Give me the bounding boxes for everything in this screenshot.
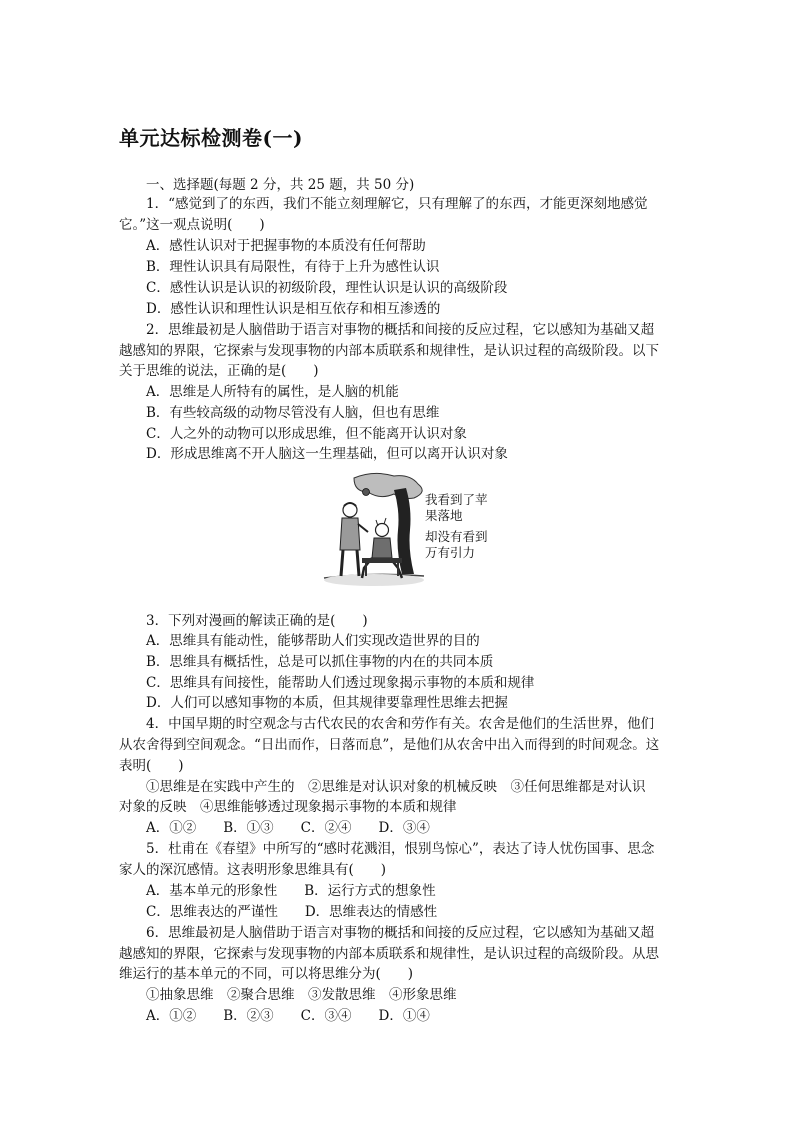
q6-choices: A．①② B．②③ C．③④ D．①④ [146,1008,430,1024]
q3-option-d: D．人们可以感知事物的本质，但其规律要靠理性思维去把握 [146,695,508,711]
cartoon-caption-line-2: 果落地 [425,508,463,523]
page-title: 单元达标检测卷(一) [119,126,303,150]
q1-option-d: D．感性认识和理性认识是相互依存和相互渗透的 [146,301,441,317]
q1-option-c: C．感性认识是认识的初级阶段，理性认识是认识的高级阶段 [146,280,508,296]
q4-stem-line-3: 表明( ) [119,758,184,774]
q5-stem-line-1: 5．杜甫在《春望》中所写的“感时花溅泪，恨别鸟惊心”，表达了诗人忧伤国事、思念 [146,841,655,857]
q4-statements-line-2: 对象的反映 ④思维能够透过现象揭示事物的本质和规律 [119,799,457,815]
q2-option-b: B．有些较高级的动物尽管没有人脑，但也有思维 [146,405,440,421]
q3-option-b: B．思维具有概括性，总是可以抓住事物的内在的共同本质 [146,654,494,670]
cartoon-caption-line-1: 我看到了苹 [425,492,488,507]
section-heading: 一、选择题(每题 2 分，共 25 题，共 50 分) [146,177,415,193]
q2-option-c: C．人之外的动物可以形成思维，但不能离开认识对象 [146,426,467,442]
q2-stem-line-2: 越感知的界限，它探索与发现事物的内部本质联系和规律性，是认识过程的高级阶段。以下 [119,343,659,359]
cartoon-caption-line-3: 却没有看到 [425,529,488,544]
q4-statements-line-1: ①思维是在实践中产生的 ②思维是对认识对象的机械反映 ③任何思维都是对认识 [146,779,646,795]
q4-choices: A．①② B．①③ C．②④ D．③④ [146,820,430,836]
q6-stem-line-1: 6．思维最初是人脑借助于语言对事物的概括和间接的反应过程，它以感知为基础又超 [146,925,655,941]
q3-stem: 3．下列对漫画的解读正确的是( ) [146,613,368,629]
cartoon-illustration [314,470,526,590]
q5-options-cd: C．思维表达的严谨性 D．思维表达的情感性 [146,904,438,920]
q2-stem-line-1: 2．思维最初是人脑借助于语言对事物的概括和间接的反应过程，它以感知为基础又超 [146,322,655,338]
q5-options-ab: A．基本单元的形象性 B．运行方式的想象性 [146,883,436,899]
q1-option-a: A．感性认识对于把握事物的本质没有任何帮助 [146,238,426,254]
q6-stem-line-2: 越感知的界限，它探索与发现事物的内部本质联系和规律性，是认识过程的高级阶段。从思 [119,946,659,962]
q4-stem-line-1: 4．中国早期的时空观念与古代农民的农舍和劳作有关。农舍是他们的生活世界，他们 [146,716,655,732]
q1-option-b: B．理性认识具有局限性，有待于上升为感性认识 [146,259,440,275]
q3-option-a: A．思维具有能动性，能够帮助人们实现改造世界的目的 [146,633,480,649]
q2-stem-line-3: 关于思维的说法，正确的是( ) [119,363,319,379]
q2-option-a: A．思维是人所特有的属性，是人脑的机能 [146,384,399,400]
q5-stem-line-2: 家人的深沉感情。这表明形象思维具有( ) [119,862,387,878]
q4-stem-line-2: 从农舍得到空间观念。“日出而作，日落而息”，是他们从农舍中出入而得到的时间观念。这 [119,737,660,753]
cartoon-caption-line-4: 万有引力 [425,545,476,560]
q1-stem-line-2: 它。”这一观点说明( ) [119,217,265,233]
q1-stem-line-1: 1．“感觉到了的东西，我们不能立刻理解它，只有理解了的东西，才能更深刻地感觉 [146,196,648,212]
q6-statements: ①抽象思维 ②聚合思维 ③发散思维 ④形象思维 [146,987,457,1003]
q6-stem-line-3: 维运行的基本单元的不同，可以将思维分为( ) [119,966,414,982]
q3-option-c: C．思维具有间接性，能帮助人们透过现象揭示事物的本质和规律 [146,675,535,691]
q2-option-d: D．形成思维离不开人脑这一生理基础，但可以离开认识对象 [146,446,508,462]
